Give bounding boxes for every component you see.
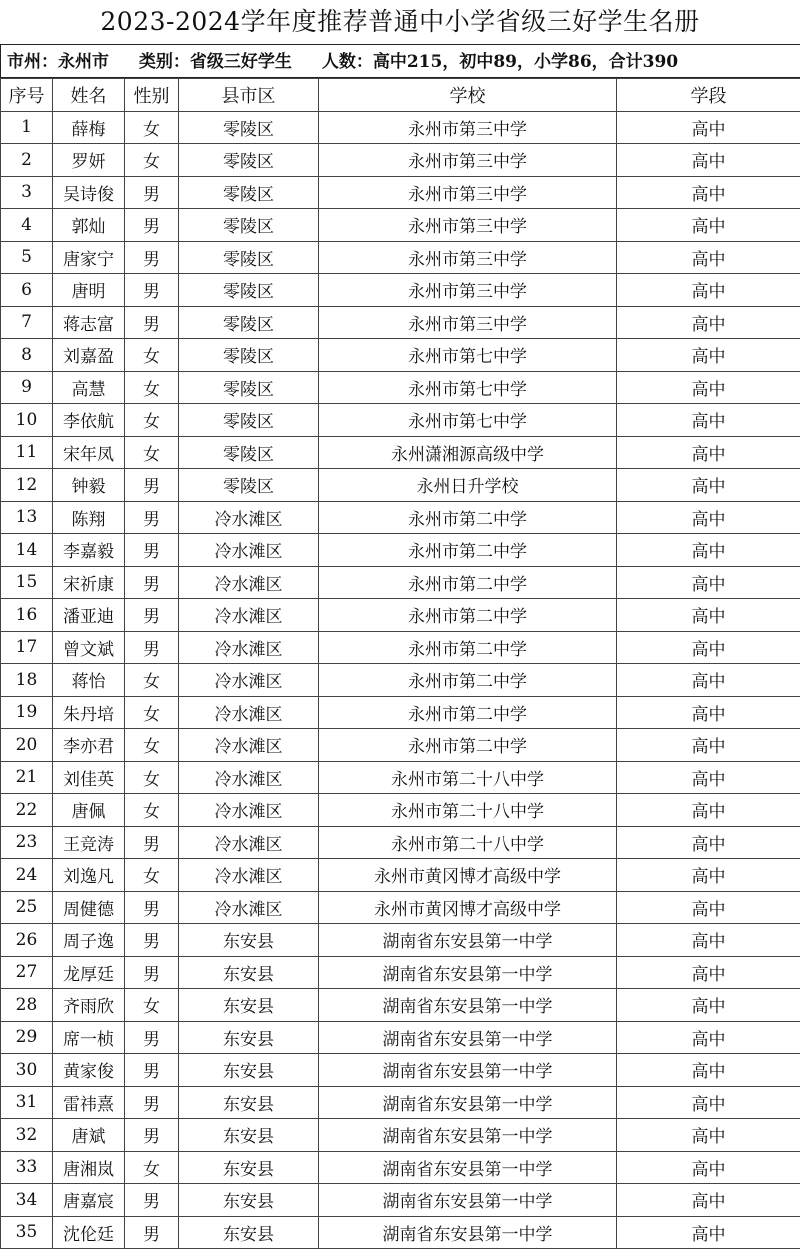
cell-index: 19 [1, 696, 53, 729]
cell-level: 高中 [617, 761, 800, 794]
cell-name: 齐雨欣 [53, 989, 125, 1022]
cell-index: 7 [1, 306, 53, 339]
cell-level: 高中 [617, 696, 800, 729]
cell-level: 高中 [617, 274, 800, 307]
cell-district: 零陵区 [179, 144, 319, 177]
cell-name: 李嘉毅 [53, 534, 125, 567]
cell-name: 罗妍 [53, 144, 125, 177]
cell-district: 零陵区 [179, 469, 319, 502]
cell-name: 李亦君 [53, 729, 125, 762]
cell-level: 高中 [617, 729, 800, 762]
cell-name: 周健德 [53, 891, 125, 924]
table-row [1, 794, 800, 827]
table-row [1, 144, 800, 177]
cell-name: 席一桢 [53, 1021, 125, 1054]
cell-gender: 女 [125, 144, 179, 177]
table-row [1, 956, 800, 989]
cell-school: 湖南省东安县第一中学 [319, 1021, 617, 1054]
cell-gender: 女 [125, 339, 179, 372]
cell-gender: 男 [125, 1054, 179, 1087]
table-row [1, 1151, 800, 1184]
cell-district: 冷水滩区 [179, 696, 319, 729]
cell-gender: 女 [125, 1151, 179, 1184]
cell-district: 零陵区 [179, 404, 319, 437]
table-row [1, 566, 800, 599]
cell-district: 东安县 [179, 1119, 319, 1152]
cell-school: 湖南省东安县第一中学 [319, 1151, 617, 1184]
cell-gender: 男 [125, 1021, 179, 1054]
cell-level: 高中 [617, 1184, 800, 1217]
cell-gender: 女 [125, 729, 179, 762]
cell-district: 零陵区 [179, 176, 319, 209]
cell-level: 高中 [617, 794, 800, 827]
cell-name: 宋年凤 [53, 436, 125, 469]
cell-name: 刘佳英 [53, 761, 125, 794]
cell-school: 湖南省东安县第一中学 [319, 989, 617, 1022]
cell-district: 零陵区 [179, 241, 319, 274]
cell-district: 零陵区 [179, 274, 319, 307]
cell-district: 零陵区 [179, 306, 319, 339]
cell-school: 湖南省东安县第一中学 [319, 1119, 617, 1152]
cell-name: 薛梅 [53, 111, 125, 144]
table-row [1, 274, 800, 307]
cell-level: 高中 [617, 501, 800, 534]
cell-index: 15 [1, 566, 53, 599]
cell-gender: 男 [125, 1119, 179, 1152]
cell-level: 高中 [617, 144, 800, 177]
cell-gender: 男 [125, 1216, 179, 1249]
cell-district: 零陵区 [179, 371, 319, 404]
table-row [1, 1086, 800, 1119]
table-row [1, 1119, 800, 1152]
cell-level: 高中 [617, 111, 800, 144]
cell-index: 35 [1, 1216, 53, 1249]
cell-district: 东安县 [179, 1151, 319, 1184]
header-gender: 性别 [125, 79, 179, 112]
table-header-row [1, 79, 800, 112]
cell-district: 冷水滩区 [179, 794, 319, 827]
cell-district: 东安县 [179, 1021, 319, 1054]
cell-gender: 女 [125, 794, 179, 827]
student-table [0, 78, 800, 1249]
cell-level: 高中 [617, 1151, 800, 1184]
cell-level: 高中 [617, 209, 800, 242]
table-row [1, 469, 800, 502]
cell-gender: 男 [125, 924, 179, 957]
cell-district: 东安县 [179, 989, 319, 1022]
meta-count: 人数：高中215，初中89，小学86，合计390 [321, 52, 679, 72]
cell-index: 24 [1, 859, 53, 892]
cell-name: 刘逸凡 [53, 859, 125, 892]
cell-index: 4 [1, 209, 53, 242]
cell-district: 东安县 [179, 1086, 319, 1119]
cell-gender: 男 [125, 274, 179, 307]
table-row [1, 404, 800, 437]
cell-level: 高中 [617, 1054, 800, 1087]
table-row [1, 1184, 800, 1217]
cell-level: 高中 [617, 339, 800, 372]
cell-gender: 女 [125, 404, 179, 437]
document-title: 2023-2024学年度推荐普通中小学省级三好学生名册 [100, 7, 700, 36]
table-row [1, 631, 800, 664]
cell-district: 零陵区 [179, 111, 319, 144]
cell-level: 高中 [617, 1021, 800, 1054]
cell-index: 11 [1, 436, 53, 469]
cell-name: 唐嘉宸 [53, 1184, 125, 1217]
cell-school: 永州市第三中学 [319, 144, 617, 177]
cell-index: 9 [1, 371, 53, 404]
cell-index: 21 [1, 761, 53, 794]
table-row [1, 1216, 800, 1249]
table-row [1, 436, 800, 469]
header-district: 县市区 [179, 79, 319, 112]
cell-district: 冷水滩区 [179, 891, 319, 924]
cell-index: 34 [1, 1184, 53, 1217]
header-name: 姓名 [53, 79, 125, 112]
table-row [1, 111, 800, 144]
cell-school: 永州市黄冈博才高级中学 [319, 859, 617, 892]
cell-school: 永州市第二十八中学 [319, 826, 617, 859]
cell-level: 高中 [617, 534, 800, 567]
cell-gender: 男 [125, 469, 179, 502]
cell-level: 高中 [617, 306, 800, 339]
cell-school: 永州市第二中学 [319, 631, 617, 664]
cell-index: 5 [1, 241, 53, 274]
cell-gender: 男 [125, 241, 179, 274]
cell-name: 王竞涛 [53, 826, 125, 859]
cell-gender: 男 [125, 1086, 179, 1119]
cell-index: 25 [1, 891, 53, 924]
cell-name: 潘亚迪 [53, 599, 125, 632]
cell-gender: 男 [125, 826, 179, 859]
cell-level: 高中 [617, 1119, 800, 1152]
cell-gender: 男 [125, 306, 179, 339]
cell-district: 冷水滩区 [179, 534, 319, 567]
cell-level: 高中 [617, 469, 800, 502]
cell-district: 冷水滩区 [179, 729, 319, 762]
table-row [1, 306, 800, 339]
cell-name: 蒋志富 [53, 306, 125, 339]
cell-district: 东安县 [179, 1216, 319, 1249]
table-row [1, 371, 800, 404]
cell-name: 高慧 [53, 371, 125, 404]
cell-district: 冷水滩区 [179, 664, 319, 697]
cell-index: 31 [1, 1086, 53, 1119]
cell-level: 高中 [617, 404, 800, 437]
cell-school: 永州市第二中学 [319, 566, 617, 599]
cell-district: 冷水滩区 [179, 826, 319, 859]
cell-index: 23 [1, 826, 53, 859]
cell-gender: 女 [125, 436, 179, 469]
cell-school: 湖南省东安县第一中学 [319, 1054, 617, 1087]
cell-level: 高中 [617, 924, 800, 957]
cell-index: 14 [1, 534, 53, 567]
cell-district: 零陵区 [179, 339, 319, 372]
cell-gender: 男 [125, 534, 179, 567]
cell-school: 永州市第七中学 [319, 404, 617, 437]
table-row [1, 209, 800, 242]
cell-level: 高中 [617, 826, 800, 859]
cell-school: 永州市第二中学 [319, 534, 617, 567]
cell-gender: 男 [125, 599, 179, 632]
cell-gender: 男 [125, 176, 179, 209]
cell-gender: 女 [125, 371, 179, 404]
cell-index: 33 [1, 1151, 53, 1184]
cell-school: 永州市第三中学 [319, 111, 617, 144]
table-row [1, 176, 800, 209]
cell-index: 3 [1, 176, 53, 209]
cell-district: 冷水滩区 [179, 566, 319, 599]
cell-gender: 男 [125, 956, 179, 989]
cell-gender: 女 [125, 989, 179, 1022]
cell-index: 16 [1, 599, 53, 632]
cell-name: 黄家俊 [53, 1054, 125, 1087]
meta-line [0, 44, 800, 78]
cell-index: 32 [1, 1119, 53, 1152]
cell-name: 龙厚廷 [53, 956, 125, 989]
cell-district: 冷水滩区 [179, 631, 319, 664]
cell-name: 吴诗俊 [53, 176, 125, 209]
cell-name: 沈伦廷 [53, 1216, 125, 1249]
cell-district: 东安县 [179, 956, 319, 989]
cell-name: 钟毅 [53, 469, 125, 502]
cell-name: 唐斌 [53, 1119, 125, 1152]
cell-name: 唐明 [53, 274, 125, 307]
table-row [1, 1021, 800, 1054]
cell-school: 永州日升学校 [319, 469, 617, 502]
cell-index: 17 [1, 631, 53, 664]
table-row [1, 729, 800, 762]
cell-level: 高中 [617, 176, 800, 209]
cell-name: 宋祈康 [53, 566, 125, 599]
cell-gender: 男 [125, 209, 179, 242]
table-row [1, 664, 800, 697]
cell-index: 18 [1, 664, 53, 697]
cell-school: 永州市黄冈博才高级中学 [319, 891, 617, 924]
cell-level: 高中 [617, 891, 800, 924]
cell-index: 6 [1, 274, 53, 307]
cell-level: 高中 [617, 859, 800, 892]
cell-district: 东安县 [179, 1184, 319, 1217]
header-index: 序号 [1, 79, 53, 112]
cell-gender: 男 [125, 891, 179, 924]
cell-school: 永州市第七中学 [319, 371, 617, 404]
cell-gender: 男 [125, 631, 179, 664]
table-row [1, 339, 800, 372]
cell-school: 永州市第二中学 [319, 729, 617, 762]
cell-school: 永州市第三中学 [319, 176, 617, 209]
cell-school: 永州市第二十八中学 [319, 761, 617, 794]
cell-index: 28 [1, 989, 53, 1022]
cell-level: 高中 [617, 1086, 800, 1119]
meta-category: 类别：省级三好学生 [138, 52, 292, 72]
cell-school: 湖南省东安县第一中学 [319, 1086, 617, 1119]
cell-level: 高中 [617, 1216, 800, 1249]
cell-school: 永州潇湘源高级中学 [319, 436, 617, 469]
table-row [1, 534, 800, 567]
table-row [1, 859, 800, 892]
cell-level: 高中 [617, 956, 800, 989]
cell-district: 东安县 [179, 924, 319, 957]
cell-name: 雷祎熹 [53, 1086, 125, 1119]
cell-name: 唐湘岚 [53, 1151, 125, 1184]
cell-level: 高中 [617, 599, 800, 632]
cell-index: 2 [1, 144, 53, 177]
cell-gender: 女 [125, 859, 179, 892]
cell-index: 1 [1, 111, 53, 144]
cell-name: 李依航 [53, 404, 125, 437]
header-school: 学校 [319, 79, 617, 112]
cell-gender: 女 [125, 696, 179, 729]
table-row [1, 696, 800, 729]
cell-index: 27 [1, 956, 53, 989]
header-level: 学段 [617, 79, 800, 112]
cell-gender: 女 [125, 664, 179, 697]
cell-school: 永州市第二十八中学 [319, 794, 617, 827]
cell-school: 湖南省东安县第一中学 [319, 924, 617, 957]
cell-school: 湖南省东安县第一中学 [319, 1216, 617, 1249]
cell-index: 26 [1, 924, 53, 957]
cell-index: 22 [1, 794, 53, 827]
cell-school: 永州市第二中学 [319, 696, 617, 729]
cell-school: 永州市第二中学 [319, 664, 617, 697]
cell-district: 零陵区 [179, 209, 319, 242]
cell-district: 冷水滩区 [179, 859, 319, 892]
cell-index: 12 [1, 469, 53, 502]
cell-index: 20 [1, 729, 53, 762]
cell-district: 冷水滩区 [179, 501, 319, 534]
cell-index: 8 [1, 339, 53, 372]
cell-level: 高中 [617, 371, 800, 404]
cell-district: 冷水滩区 [179, 599, 319, 632]
cell-school: 湖南省东安县第一中学 [319, 1184, 617, 1217]
cell-index: 30 [1, 1054, 53, 1087]
table-row [1, 891, 800, 924]
cell-district: 东安县 [179, 1054, 319, 1087]
cell-index: 13 [1, 501, 53, 534]
cell-name: 曾文斌 [53, 631, 125, 664]
cell-name: 蒋怡 [53, 664, 125, 697]
cell-school: 永州市第七中学 [319, 339, 617, 372]
cell-index: 10 [1, 404, 53, 437]
cell-name: 朱丹培 [53, 696, 125, 729]
table-row [1, 599, 800, 632]
cell-gender: 男 [125, 1184, 179, 1217]
cell-school: 永州市第三中学 [319, 274, 617, 307]
cell-school: 永州市第二中学 [319, 501, 617, 534]
cell-district: 冷水滩区 [179, 761, 319, 794]
table-row [1, 241, 800, 274]
cell-name: 周子逸 [53, 924, 125, 957]
cell-school: 永州市第三中学 [319, 306, 617, 339]
cell-name: 唐佩 [53, 794, 125, 827]
meta-city: 市州：永州市 [7, 52, 109, 72]
cell-name: 陈翔 [53, 501, 125, 534]
table-row [1, 989, 800, 1022]
cell-school: 永州市第三中学 [319, 209, 617, 242]
cell-gender: 男 [125, 501, 179, 534]
cell-level: 高中 [617, 989, 800, 1022]
cell-level: 高中 [617, 436, 800, 469]
cell-gender: 男 [125, 566, 179, 599]
table-row [1, 826, 800, 859]
table-row [1, 761, 800, 794]
table-row [1, 1054, 800, 1087]
cell-index: 29 [1, 1021, 53, 1054]
cell-level: 高中 [617, 241, 800, 274]
cell-district: 零陵区 [179, 436, 319, 469]
cell-level: 高中 [617, 631, 800, 664]
cell-gender: 女 [125, 761, 179, 794]
cell-gender: 女 [125, 111, 179, 144]
table-row [1, 501, 800, 534]
cell-name: 唐家宁 [53, 241, 125, 274]
cell-name: 刘嘉盈 [53, 339, 125, 372]
cell-level: 高中 [617, 566, 800, 599]
cell-school: 永州市第三中学 [319, 241, 617, 274]
cell-level: 高中 [617, 664, 800, 697]
cell-name: 郭灿 [53, 209, 125, 242]
cell-school: 永州市第二中学 [319, 599, 617, 632]
cell-school: 湖南省东安县第一中学 [319, 956, 617, 989]
table-row [1, 924, 800, 957]
